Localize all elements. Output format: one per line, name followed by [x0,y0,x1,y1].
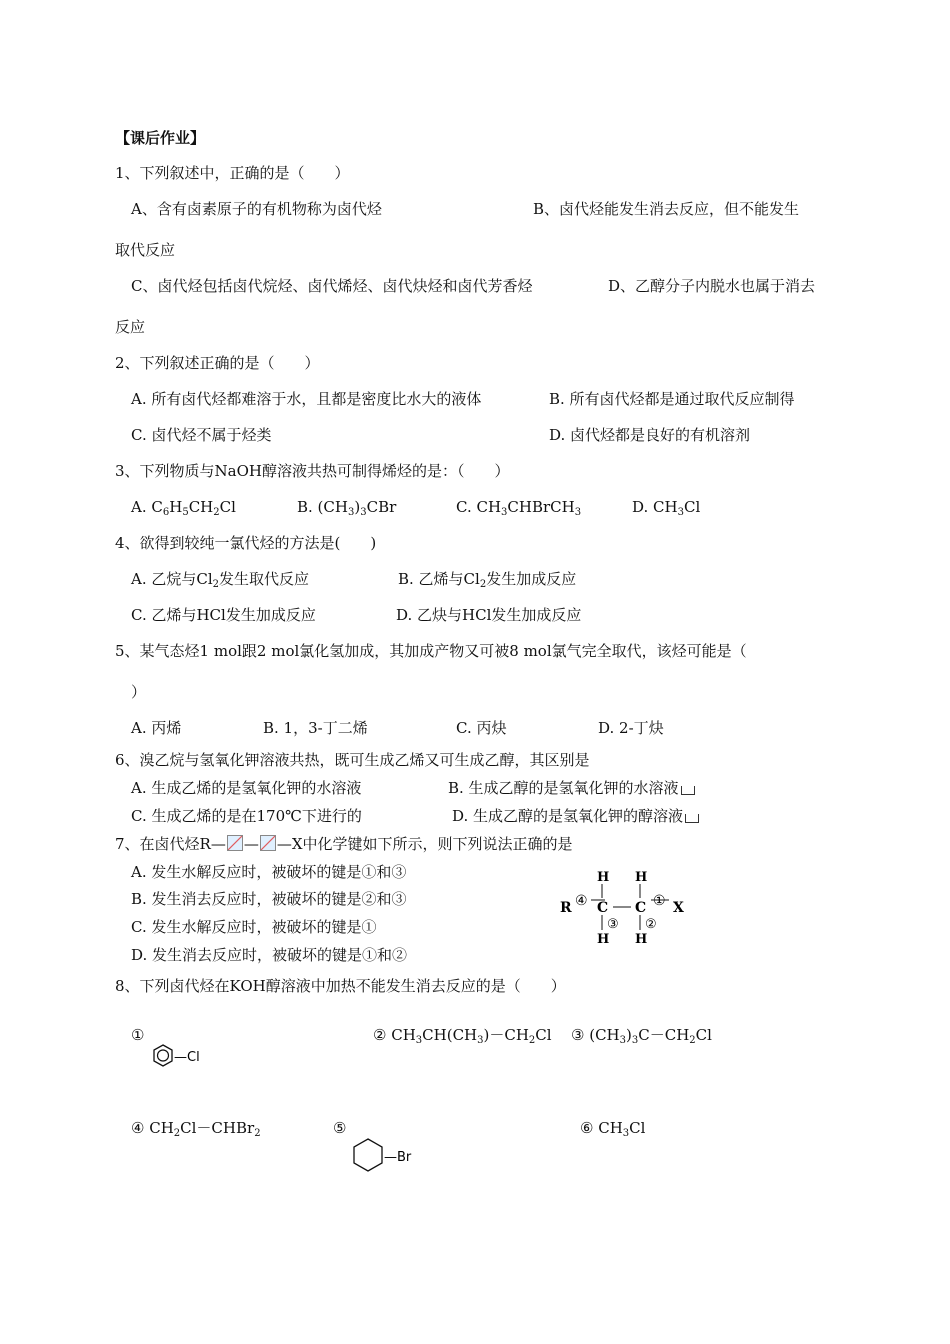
diagram-bond-3: ③ [607,917,619,932]
q5-option-d: D. 2-丁炔 [598,719,664,737]
bromo-label: —Br [384,1150,412,1165]
diagram-bond-2: ② [645,917,657,932]
q3-option-b: B. $(CH_3)_3CBr$ [297,498,397,518]
q8-item-3: ③ $(CH_3)_3C-CH_2Cl$ [571,1026,712,1046]
diagram-bond-4: ④ [575,893,588,909]
q8-item-2-number: ② [373,1026,387,1044]
benzene-ring-icon [154,1045,172,1066]
bond-diagram [555,862,705,948]
q6-option-b-text: B. 生成乙醇的是氢氧化钾的水溶液 [448,779,679,797]
editor-mark-icon [681,786,695,795]
q4-option-d: D. 乙炔与HCl发生加成反应 [396,606,582,624]
q1-option-b-cont: 取代反应 [115,241,176,259]
q1-option-d: D、乙醇分子内脱水也属于消去 [608,277,816,295]
q4-option-a: A. 乙烷与$Cl_2$发生取代反应 [131,570,310,590]
q1-stem: 1、下列叙述中，正确的是（ ） [115,164,350,182]
q7-stem: 7、在卤代烃R— — —X中化学键如下所示，则下列说法正确的是 [115,835,573,853]
section-title: 【课后作业】 [115,129,206,147]
q7-option-d: D. 发生消去反应时，被破坏的键是①和② [131,946,408,964]
q4-option-c: C. 乙烯与HCl发生加成反应 [131,606,316,624]
q6-stem: 6、溴乙烷与氢氧化钾溶液共热，既可生成乙烯又可生成乙醇，其区别是 [115,751,590,769]
diagram-h1-bottom: H [597,932,610,947]
q2-stem: 2、下列叙述正确的是（ ） [115,354,320,372]
q8-item-3-number: ③ [571,1026,585,1044]
q3-option-c: C. $CH_3CHBrCH_3$ [456,498,582,518]
q7-option-a: A. 发生水解反应时，被破坏的键是①和③ [131,863,407,881]
q8-item-1-number: ① [131,1026,145,1044]
diagram-r: R [560,900,572,916]
diagram-c2: C [635,900,647,916]
q5-stem-cont: ） [131,683,147,701]
q8-item-2: ② $CH_3CH(CH_3)-CH_2Cl$ [373,1026,552,1046]
q6-option-d-text: D. 生成乙醇的是氢氧化钾的醇溶液 [452,807,684,825]
q6-option-a: A. 生成乙烯的是氢氧化钾的水溶液 [131,779,362,797]
cyclohexane-ring-icon [354,1139,382,1171]
q8-item-6-number: ⑥ [580,1119,594,1137]
q4-option-b: B. 乙烯与$Cl_2$发生加成反应 [398,570,577,590]
aromatic-circle-icon [158,1050,169,1061]
diagram-h2-top: H [635,870,648,885]
bromocyclohexane-structure [352,1137,422,1177]
q7-stem-suffix: —X中化学键如下所示，则下列说法正确的是 [276,835,573,853]
q3-option-d: D. $CH_3Cl$ [632,498,701,518]
q8-stem: 8、下列卤代烃在KOH醇溶液中加热不能发生消去反应的是（ ） [115,977,566,995]
q6-option-b [448,778,695,798]
diagram-h1-top: H [597,870,610,885]
q8-item-5-number: ⑤ [333,1119,347,1137]
diagram-x: X [673,900,684,916]
q6-option-d [452,806,699,826]
broken-image-icon [227,835,243,851]
q3-option-a: A. $C_6H_5CH_2Cl$ [131,498,236,518]
diagram-c1: C [597,900,609,916]
q2-option-b: B. 所有卤代烃都是通过取代反应制得 [549,390,795,408]
q4-stem: 4、欲得到较纯一氯代烃的方法是( ) [115,534,377,552]
q2-option-a: A. 所有卤代烃都难溶于水，且都是密度比水大的液体 [131,390,482,408]
q6-option-c: C. 生成乙烯的是在170℃下进行的 [131,807,362,825]
q3-stem: 3、下列物质与NaOH醇溶液共热可制得烯烃的是：（ ） [115,462,510,480]
q8-item-4: ④ $CH_2Cl-CHBr_2$ [131,1119,261,1139]
q7-stem-prefix: 7、在卤代烃R— [115,835,226,853]
chlorobenzene-structure [150,1043,214,1069]
q1-option-d-cont: 反应 [115,318,146,336]
q2-option-c: C. 卤代烃不属于烃类 [131,426,272,444]
q5-option-a: A. 丙烯 [131,719,182,737]
q1-option-c: C、卤代烃包括卤代烷烃、卤代烯烃、卤代炔烃和卤代芳香烃 [131,277,533,295]
diagram-bond-1: ① [653,893,666,909]
q7-option-b: B. 发生消去反应时，被破坏的键是②和③ [131,890,407,908]
q5-stem: 5、某气态烃1 mol跟2 mol氯化氢加成，其加成产物又可被8 mol氯气完全取代，该烃可能是（ [115,642,747,660]
q5-option-b: B. 1，3-丁二烯 [263,719,368,737]
broken-image-icon [260,835,276,851]
q8-item-6: ⑥ $CH_3Cl$ [580,1119,646,1139]
q5-option-c: C. 丙炔 [456,719,507,737]
q2-option-d: D. 卤代烃都是良好的有机溶剂 [549,426,751,444]
q1-option-b: B、卤代烃能发生消去反应，但不能发生 [533,200,800,218]
q7-option-c: C. 发生水解反应时，被破坏的键是① [131,918,377,936]
q8-item-4-number: ④ [131,1119,145,1137]
chloro-label: —Cl [174,1050,200,1065]
q1-option-a: A、含有卤素原子的有机物称为卤代烃 [131,200,382,218]
editor-mark-icon [685,814,699,823]
diagram-h2-bottom: H [635,932,648,947]
